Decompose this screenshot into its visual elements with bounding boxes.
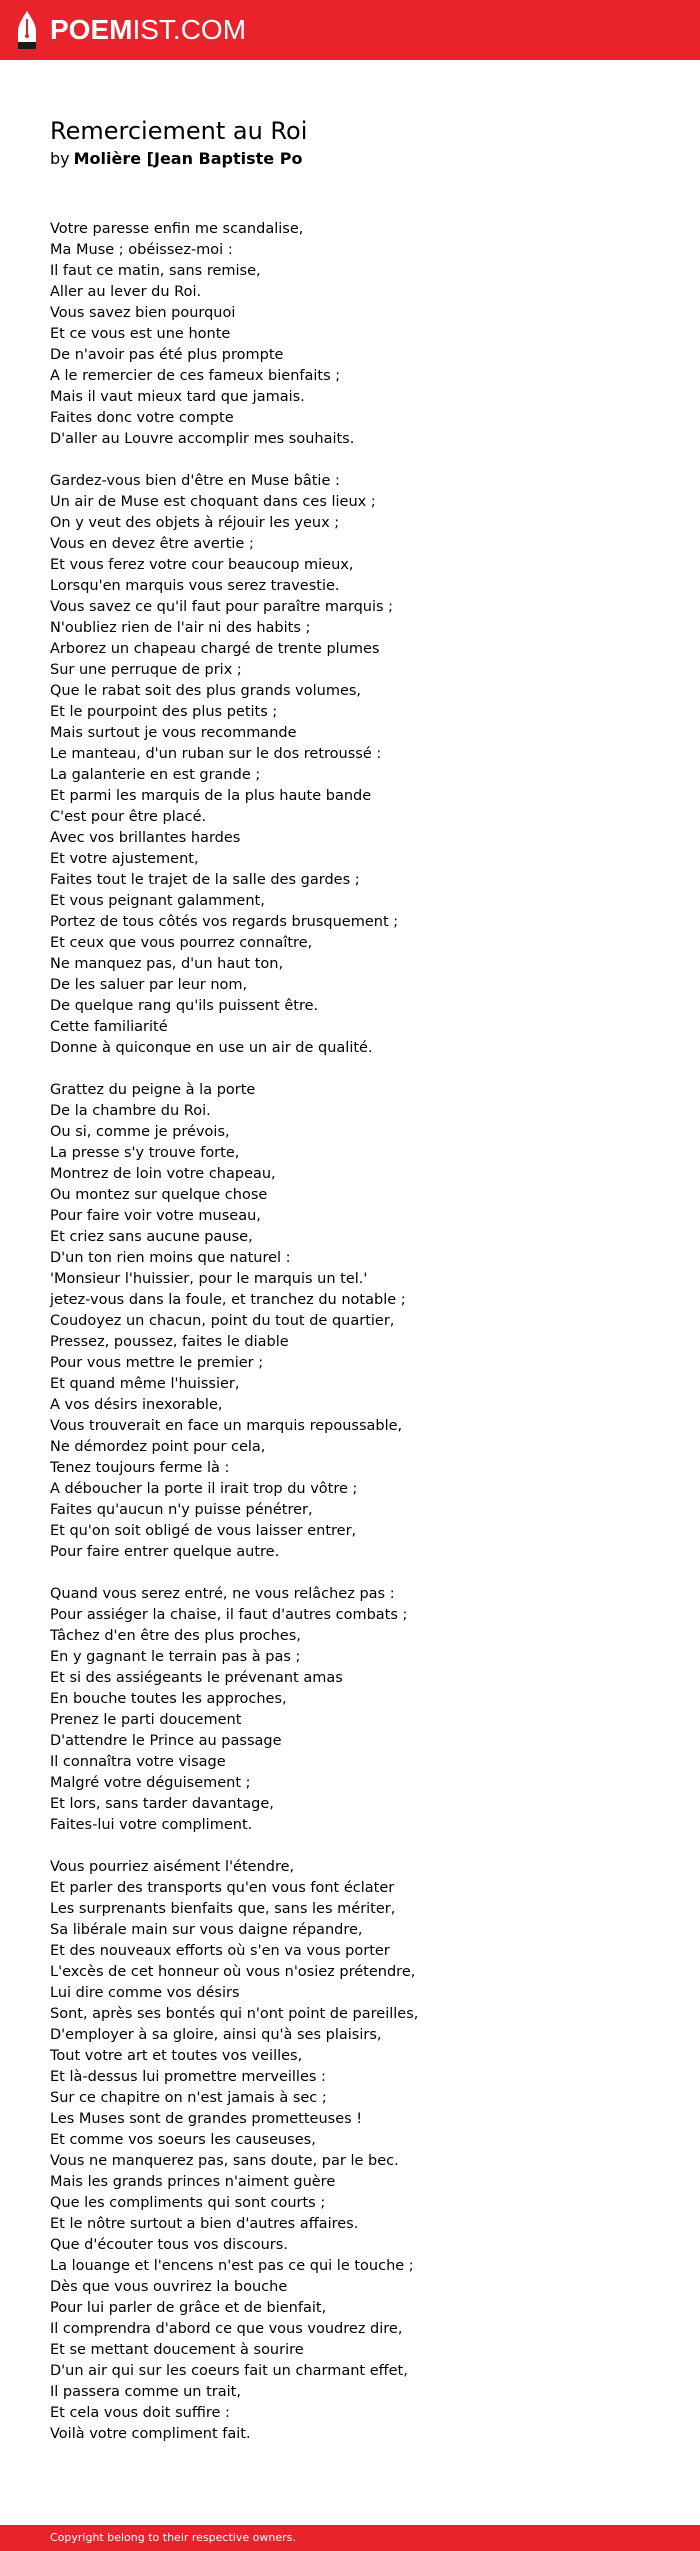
poem-line: Il faut ce matin, sans remise, [50, 263, 261, 279]
poem-line: Et le nôtre surtout a bien d'autres affaires. [50, 2216, 359, 2232]
poem-line: Il passera comme un trait, [50, 2384, 241, 2400]
poem-line: D'attendre le Prince au passage [50, 1733, 282, 1749]
site-header [0, 0, 700, 60]
poem-line: A déboucher la porte il irait trop du vôtre ; [50, 1481, 358, 1497]
poem-line: Lui dire comme vos désirs [50, 1985, 240, 2001]
poem-line: Dès que vous ouvrirez la bouche [50, 2279, 288, 2295]
poem-line: Voilà votre compliment fait. [50, 2426, 251, 2442]
poem-line: Vous pourriez aisément l'étendre, [50, 1859, 295, 1875]
poem-byline [50, 148, 302, 170]
poem-line: Et si des assiégeants le prévenant amas [50, 1670, 343, 1686]
by-label: by [50, 149, 70, 168]
poem-line: De la chambre du Roi. [50, 1103, 211, 1119]
poem-stanza [50, 1857, 670, 2445]
poem-stanza [50, 471, 670, 1059]
poem-line: Vous en devez être avertie ; [50, 536, 254, 552]
poem-line: On y veut des objets à réjouir les yeux ; [50, 515, 340, 531]
poem-line: De les saluer par leur nom, [50, 977, 248, 993]
poem-line: Vous ne manquerez pas, sans doute, par le bec. [50, 2153, 399, 2169]
poem-line: Les Muses sont de grandes prometteuses ! [50, 2111, 363, 2127]
poem-line: Un air de Muse est choquant dans ces lieux ; [50, 494, 376, 510]
poem-line: De n'avoir pas été plus prompte [50, 347, 284, 363]
brand-bold: POEM [50, 14, 133, 45]
poem-line: Ou montez sur quelque chose [50, 1187, 268, 1203]
poem-line: Aller au lever du Roi. [50, 284, 202, 300]
poem-line: Que d'écouter tous vos discours. [50, 2237, 288, 2253]
poem-line: L'excès de cet honneur où vous n'osiez prétendre, [50, 1964, 416, 1980]
poem-line: Vous trouverait en face un marquis repoussable, [50, 1418, 403, 1434]
poem-line: Ou si, comme je prévois, [50, 1124, 230, 1140]
poem-line: Et qu'on soit obligé de vous laisser entrer, [50, 1523, 357, 1539]
poem-line: Pressez, poussez, faites le diable [50, 1334, 289, 1350]
poem-line: De quelque rang qu'ils puissent être. [50, 998, 319, 1014]
poem-line: Mais les grands princes n'aiment guère [50, 2174, 336, 2190]
poem-line: D'aller au Louvre accomplir mes souhaits. [50, 431, 355, 447]
poem-line: Pour faire voir votre museau, [50, 1208, 261, 1224]
poem-line: Arborez un chapeau chargé de trente plumes [50, 641, 380, 657]
poem-line: Faites donc votre compte [50, 410, 234, 426]
poem-line: Pour vous mettre le premier ; [50, 1355, 264, 1371]
poem-line: Pour faire entrer quelque autre. [50, 1544, 280, 1560]
poem-line: Et des nouveaux efforts où s'en va vous porter [50, 1943, 390, 1959]
poem-line: Sur une perruque de prix ; [50, 662, 242, 678]
poem-line: Mais il vaut mieux tard que jamais. [50, 389, 305, 405]
poem-line: Et se mettant doucement à sourire [50, 2342, 304, 2358]
poem-body [50, 219, 670, 2466]
poem-line: La louange et l'encens n'est pas ce qui le touche ; [50, 2258, 414, 2274]
site-logo-text [50, 10, 246, 50]
poem-line: Quand vous serez entré, ne vous relâchez pas : [50, 1586, 395, 1602]
poem-line: Et ceux que vous pourrez connaître, [50, 935, 313, 951]
poem-line: Les surprenants bienfaits que, sans les mériter, [50, 1901, 396, 1917]
poem-line: Grattez du peigne à la porte [50, 1082, 256, 1098]
poem-line: Et vous ferez votre cour beaucoup mieux, [50, 557, 354, 573]
poem-line: Cette familiarité [50, 1019, 168, 1035]
poem-line: En y gagnant le terrain pas à pas ; [50, 1649, 301, 1665]
poem-line: Et comme vos soeurs les causeuses, [50, 2132, 316, 2148]
poem-line: Vous savez ce qu'il faut pour paraître marquis ; [50, 599, 394, 615]
poem-line: Ma Muse ; obéissez-moi : [50, 242, 233, 258]
poem-line: Donne à quiconque en use un air de qualité. [50, 1040, 373, 1056]
poem-author[interactable]: Molière [Jean Baptiste Po [73, 149, 303, 168]
poem-line: Montrez de loin votre chapeau, [50, 1166, 276, 1182]
poem-line: Et le pourpoint des plus petits ; [50, 704, 278, 720]
poem-line: Tenez toujours ferme là : [50, 1460, 230, 1476]
poem-line: La presse s'y trouve forte, [50, 1145, 240, 1161]
poem-line: Et parler des transports qu'en vous font éclater [50, 1880, 395, 1896]
poem-line: 'Monsieur l'huissier, pour le marquis un tel.' [50, 1271, 368, 1287]
poem-line: Que les compliments qui sont courts ; [50, 2195, 326, 2211]
site-footer [0, 2525, 700, 2551]
poem-line: Faites tout le trajet de la salle des gardes ; [50, 872, 360, 888]
poem-line: A vos désirs inexorable, [50, 1397, 223, 1413]
copyright-notice: Copyright belong to their respective owners. [50, 2531, 296, 2544]
poem-line: Mais surtout je vous recommande [50, 725, 297, 741]
poem-line: En bouche toutes les approches, [50, 1691, 287, 1707]
poem-line: D'un ton rien moins que naturel : [50, 1250, 291, 1266]
poem-line: Avec vos brillantes hardes [50, 830, 241, 846]
poem-line: C'est pour être placé. [50, 809, 207, 825]
poem-line: Pour lui parler de grâce et de bienfait, [50, 2300, 327, 2316]
poem-line: Il connaîtra votre visage [50, 1754, 226, 1770]
poem-line: jetez-vous dans la foule, et tranchez du notable ; [50, 1292, 406, 1308]
poem-line: Prenez le parti doucement [50, 1712, 242, 1728]
quill-pen-icon [16, 10, 38, 50]
poem-title: Remerciement au Roi [50, 117, 308, 145]
poem-line: Sur ce chapitre on n'est jamais à sec ; [50, 2090, 327, 2106]
poem-line: D'employer à sa gloire, ainsi qu'à ses plaisirs, [50, 2027, 382, 2043]
poem-line: Il comprendra d'abord ce que vous voudrez dire, [50, 2321, 403, 2337]
poem-stanza [50, 219, 670, 450]
poem-line: Votre paresse enfin me scandalise, [50, 221, 304, 237]
poem-line: Tout votre art et toutes vos veilles, [50, 2048, 303, 2064]
poem-line: Et ce vous est une honte [50, 326, 231, 342]
site-logo[interactable] [16, 10, 246, 50]
poem-stanza [50, 1080, 670, 1563]
poem-line: Que le rabat soit des plus grands volumes, [50, 683, 362, 699]
brand-rest: IST.COM [132, 14, 247, 45]
poem-line: Faites-lui votre compliment. [50, 1817, 253, 1833]
poem-line: Et cela vous doit suffire : [50, 2405, 230, 2421]
poem-line: Et parmi les marquis de la plus haute bande [50, 788, 372, 804]
poem-line: Gardez-vous bien d'être en Muse bâtie : [50, 473, 340, 489]
poem-line: Et criez sans aucune pause, [50, 1229, 253, 1245]
poem-line: Malgré votre déguisement ; [50, 1775, 251, 1791]
poem-line: Ne démordez point pour cela, [50, 1439, 266, 1455]
poem-line: Faites qu'aucun n'y puisse pénétrer, [50, 1502, 313, 1518]
poem-line: Sont, après ses bontés qui n'ont point de pareilles, [50, 2006, 419, 2022]
poem-line: Vous savez bien pourquoi [50, 305, 236, 321]
poem-line: Et quand même l'huissier, [50, 1376, 240, 1392]
poem-line: Et lors, sans tarder davantage, [50, 1796, 274, 1812]
poem-line: Pour assiéger la chaise, il faut d'autres combats ; [50, 1607, 408, 1623]
poem-line: Coudoyez un chacun, point du tout de quartier, [50, 1313, 395, 1329]
poem-line: Tâchez d'en être des plus proches, [50, 1628, 301, 1644]
poem-line: La galanterie en est grande ; [50, 767, 261, 783]
poem-line: Et votre ajustement, [50, 851, 199, 867]
poem-line: Portez de tous côtés vos regards brusquement ; [50, 914, 399, 930]
poem-line: Et vous peignant galamment, [50, 893, 265, 909]
poem-line: N'oubliez rien de l'air ni des habits ; [50, 620, 311, 636]
poem-line: Sa libérale main sur vous daigne répandre, [50, 1922, 363, 1938]
poem-line: A le remercier de ces fameux bienfaits ; [50, 368, 341, 384]
poem-stanza [50, 1584, 670, 1836]
poem-line: Lorsqu'en marquis vous serez travestie. [50, 578, 340, 594]
poem-line: Ne manquez pas, d'un haut ton, [50, 956, 284, 972]
poem-line: D'un air qui sur les coeurs fait un charmant effet, [50, 2363, 408, 2379]
poem-line: Le manteau, d'un ruban sur le dos retroussé : [50, 746, 382, 762]
poem-line: Et là-dessus lui promettre merveilles : [50, 2069, 326, 2085]
